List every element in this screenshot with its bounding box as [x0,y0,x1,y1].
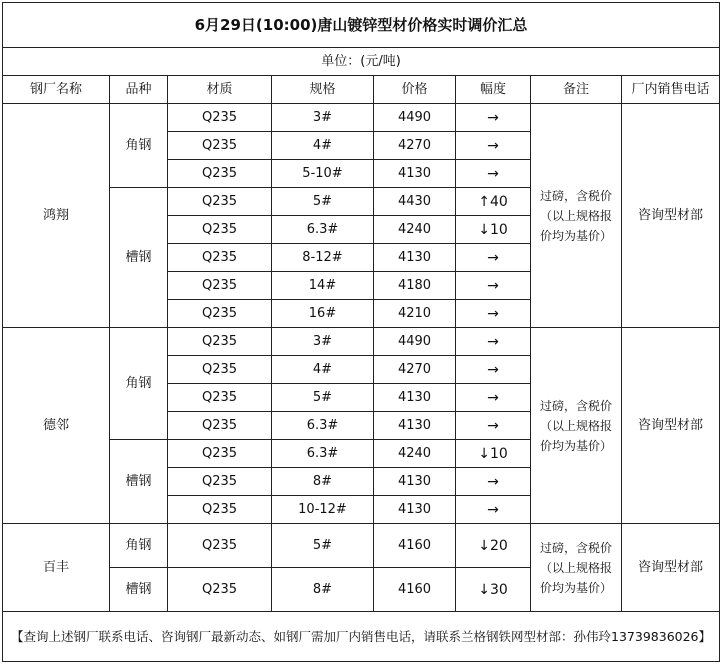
change-cell: → [456,384,531,412]
spec-cell: 3# [272,104,374,132]
price-cell: 4490 [374,328,456,356]
material-cell: Q235 [168,468,272,496]
price-cell: 4130 [374,160,456,188]
price-cell: 4130 [374,468,456,496]
material-cell: Q235 [168,132,272,160]
mill-name: 百丰 [3,524,110,612]
material-cell: Q235 [168,104,272,132]
spec-cell: 10-12# [272,496,374,524]
change-cell: → [456,132,531,160]
spec-cell: 4# [272,132,374,160]
mill-name: 德邻 [3,328,110,524]
price-cell: 4130 [374,384,456,412]
table-row [3,328,720,356]
spec-cell: 3# [272,328,374,356]
spec-cell: 4# [272,356,374,384]
variety-cell: 角钢 [110,524,168,568]
change-cell: → [456,244,531,272]
material-cell: Q235 [168,524,272,568]
variety-cell: 槽钢 [110,188,168,328]
unit-label: 单位：(元/吨) [3,48,720,76]
price-cell: 4210 [374,300,456,328]
change-cell: ↓30 [456,568,531,612]
price-cell: 4270 [374,356,456,384]
price-cell: 4270 [374,132,456,160]
price-cell: 4160 [374,524,456,568]
material-cell: Q235 [168,440,272,468]
material-cell: Q235 [168,568,272,612]
material-cell: Q235 [168,384,272,412]
header-material: 材质 [168,76,272,104]
header-change: 幅度 [456,76,531,104]
spec-cell: 6.3# [272,440,374,468]
header-variety: 品种 [110,76,168,104]
change-cell: → [456,356,531,384]
material-cell: Q235 [168,244,272,272]
material-cell: Q235 [168,356,272,384]
change-cell: → [456,468,531,496]
material-cell: Q235 [168,188,272,216]
variety-cell: 槽钢 [110,568,168,612]
spec-cell: 8-12# [272,244,374,272]
material-cell: Q235 [168,300,272,328]
header-note: 备注 [531,76,622,104]
header-contact: 厂内销售电话 [622,76,720,104]
page-title: 6月29日(10:00)唐山镀锌型材价格实时调价汇总 [3,3,720,48]
note-cell: 过磅，含税价（以上规格报价均为基价） [531,104,622,328]
header-mill: 钢厂名称 [3,76,110,104]
spec-cell: 5# [272,188,374,216]
table-row [3,524,720,568]
price-cell: 4160 [374,568,456,612]
change-cell: → [456,300,531,328]
price-cell: 4180 [374,272,456,300]
spec-cell: 5# [272,524,374,568]
spec-cell: 16# [272,300,374,328]
price-table [2,2,720,662]
change-cell: → [456,328,531,356]
spec-cell: 5-10# [272,160,374,188]
contact-cell: 咨询型材部 [622,328,720,524]
price-cell: 4130 [374,496,456,524]
spec-cell: 6.3# [272,216,374,244]
material-cell: Q235 [168,496,272,524]
note-cell: 过磅，含税价（以上规格报价均为基价） [531,524,622,612]
footer-contact-note: 【查询上述钢厂联系电话、咨询钢厂最新动态、如钢厂需加厂内销售电话，请联系兰格钢铁网型材部：孙伟玲13739836026】 [3,612,720,662]
table-row [3,104,720,132]
material-cell: Q235 [168,328,272,356]
price-cell: 4490 [374,104,456,132]
spec-cell: 8# [272,568,374,612]
header-price: 价格 [374,76,456,104]
spec-cell: 6.3# [272,412,374,440]
spec-cell: 8# [272,468,374,496]
material-cell: Q235 [168,160,272,188]
change-cell: → [456,412,531,440]
price-cell: 4430 [374,188,456,216]
material-cell: Q235 [168,272,272,300]
price-cell: 4240 [374,216,456,244]
price-cell: 4240 [374,440,456,468]
change-cell: ↓10 [456,440,531,468]
price-cell: 4130 [374,412,456,440]
change-cell: ↓10 [456,216,531,244]
contact-cell: 咨询型材部 [622,524,720,612]
spec-cell: 5# [272,384,374,412]
change-cell: ↓20 [456,524,531,568]
variety-cell: 角钢 [110,104,168,188]
change-cell: → [456,496,531,524]
material-cell: Q235 [168,412,272,440]
header-row [3,76,720,104]
price-cell: 4130 [374,244,456,272]
variety-cell: 角钢 [110,328,168,440]
change-cell: → [456,272,531,300]
contact-cell: 咨询型材部 [622,104,720,328]
note-cell: 过磅，含税价（以上规格报价均为基价） [531,328,622,524]
change-cell: → [456,160,531,188]
spec-cell: 14# [272,272,374,300]
material-cell: Q235 [168,216,272,244]
header-spec: 规格 [272,76,374,104]
change-cell: → [456,104,531,132]
change-cell: ↑40 [456,188,531,216]
variety-cell: 槽钢 [110,440,168,524]
mill-name: 鸿翔 [3,104,110,328]
